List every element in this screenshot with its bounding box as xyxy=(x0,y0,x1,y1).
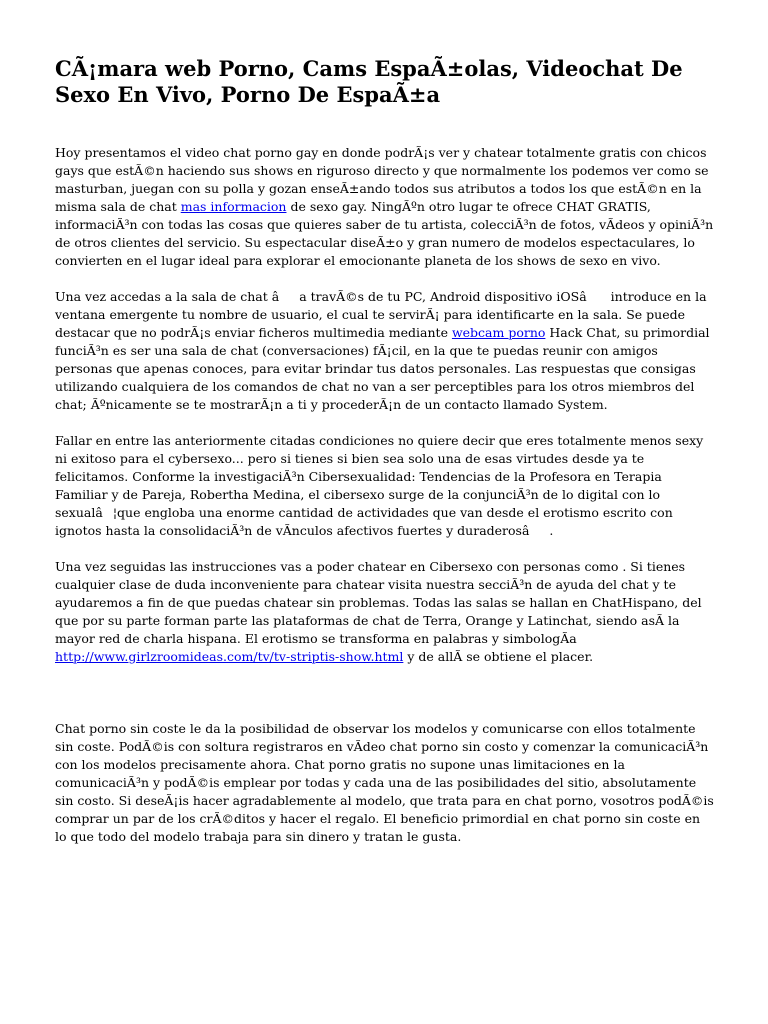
webcam-porno-link[interactable]: webcam porno xyxy=(451,325,546,340)
paragraph-4-text-after: y de allÃ se obtiene el placer. xyxy=(403,649,594,664)
paragraph-5: Chat porno sin coste le da la posibilidad de observar los modelos y comunicarse con ellos totalmente sin coste. PodÃ©is con soltura registraros en vÃdeo chat porno sin costo y comenzar la comunicaciÃ³n con los modelos precisamente ahora. Chat porno gratis no supone unas limitaciones en la comunicaciÃ³n y podÃ©is emplear por todas y cada una de las posibilidades del sitio, absolutamente sin costo. Si deseÃ¡is hacer agradablemente al modelo, que trata para en chat porno, vosotros podÃ©is comprar un par de los crÃ©ditos y hacer el regalo. El beneficio primordial en chat porno sin coste en lo que todo del modelo trabaja para sin dinero y tratan le gusta. xyxy=(55,721,714,844)
paragraph-2-text-before: Una vez accedas a la sala de chat âa travÃ©s de tu PC, Android dispositivo iOSâ introduce en la ventana emergente tu nombre de usuario, el cual te servirÃ¡ para identificarte en la sala. Se puede destacar que no podrÃ¡s enviar ficheros multimedia mediante xyxy=(55,289,707,340)
paragraph-3: Fallar en entre las anteriormente citadas condiciones no quiere decir que eres totalmente menos sexy ni exitoso para el cybersexo... pero si tienes si bien sea solo una de esas virtudes desde ya te felicitamos. Conforme la investigaciÃ³n Cibersexualidad: Tendencias de la Profesora en Terapia Familiar y de Pareja, Robertha Medina, el cibersexo surge de la conjunciÃ³n de lo digital con lo sexualâ¦que engloba una enorme cantidad de actividades que van desde el erotismo escrito con ignotos hasta la consolidaciÃ³n de vÃnculos afectivos fuertes y duraderosâ. xyxy=(55,433,704,538)
paragraph-4 xyxy=(55,558,715,666)
mas-informacion-link[interactable]: mas informacion xyxy=(180,199,287,214)
paragraph-2 xyxy=(55,288,715,414)
document-page xyxy=(55,0,715,846)
paragraph-4-text-before: Una vez seguidas las instrucciones vas a poder chatear en Cibersexo con personas como . Si tienes cualquier clase de duda inconveniente para chatear visita nuestra secciÃ³n de ayuda del chat y te ayudaremos a fin de que puedas chatear sin problemas. Todas las salas se hallan en ChatHispano, del que por su parte forman parte las plataformas de chat de Terra, Orange y Latinchat, siendo asÃ la mayor red de charla hispana. El erotismo se transforma en palabras y simbologÃa xyxy=(55,559,702,646)
page-title: CÃ¡mara web Porno, Cams EspaÃ±olas, Videochat De Sexo En Vivo, Porno De EspaÃ±a xyxy=(55,56,683,107)
paragraph-1-text-after: de sexo gay. NingÃºn otro lugar te ofrece CHAT GRATIS, informaciÃ³n con todas las cosas que quieres saber de tu artista, colecciÃ³n de fotos, vÃdeos y opiniÃ³n de otros clientes del servicio. Su espectacular diseÃ±o y gran numero de modelos espectaculares, lo convierten en el lugar ideal para explorar el emocionante planeta de los shows de sexo en vivo. xyxy=(55,199,714,268)
girlzroomideas-url-link[interactable]: http://www.girlzroomideas.com/tv/tv-striptis-show.html xyxy=(55,649,404,664)
paragraph-2-text-after: Hack Chat, su primordial funciÃ³n es ser una sala de chat (conversaciones) fÃ¡cil, en la que te puedas reunir con amigos personas que apenas conoces, para evitar brindar tus datos personales. Las respuestas que consigas utilizando cualquiera de los comandos de chat no van a ser perceptibles para los otros miembros del chat; Ãºnicamente se te mostrarÃ¡n a ti y procederÃ¡n de un contacto llamado System. xyxy=(55,325,710,412)
paragraph-1-text-before: Hoy presentamos el video chat porno gay en donde podrÃ¡s ver y chatear totalmente gratis con chicos gays que estÃ©n haciendo sus shows en riguroso directo y que normalmente los podemos ver como se masturban, juegan con su polla y gozan enseÃ±ando todos sus atributos a todos los que estÃ©n en la misma sala de chat xyxy=(55,145,709,214)
paragraph-1 xyxy=(55,144,715,270)
